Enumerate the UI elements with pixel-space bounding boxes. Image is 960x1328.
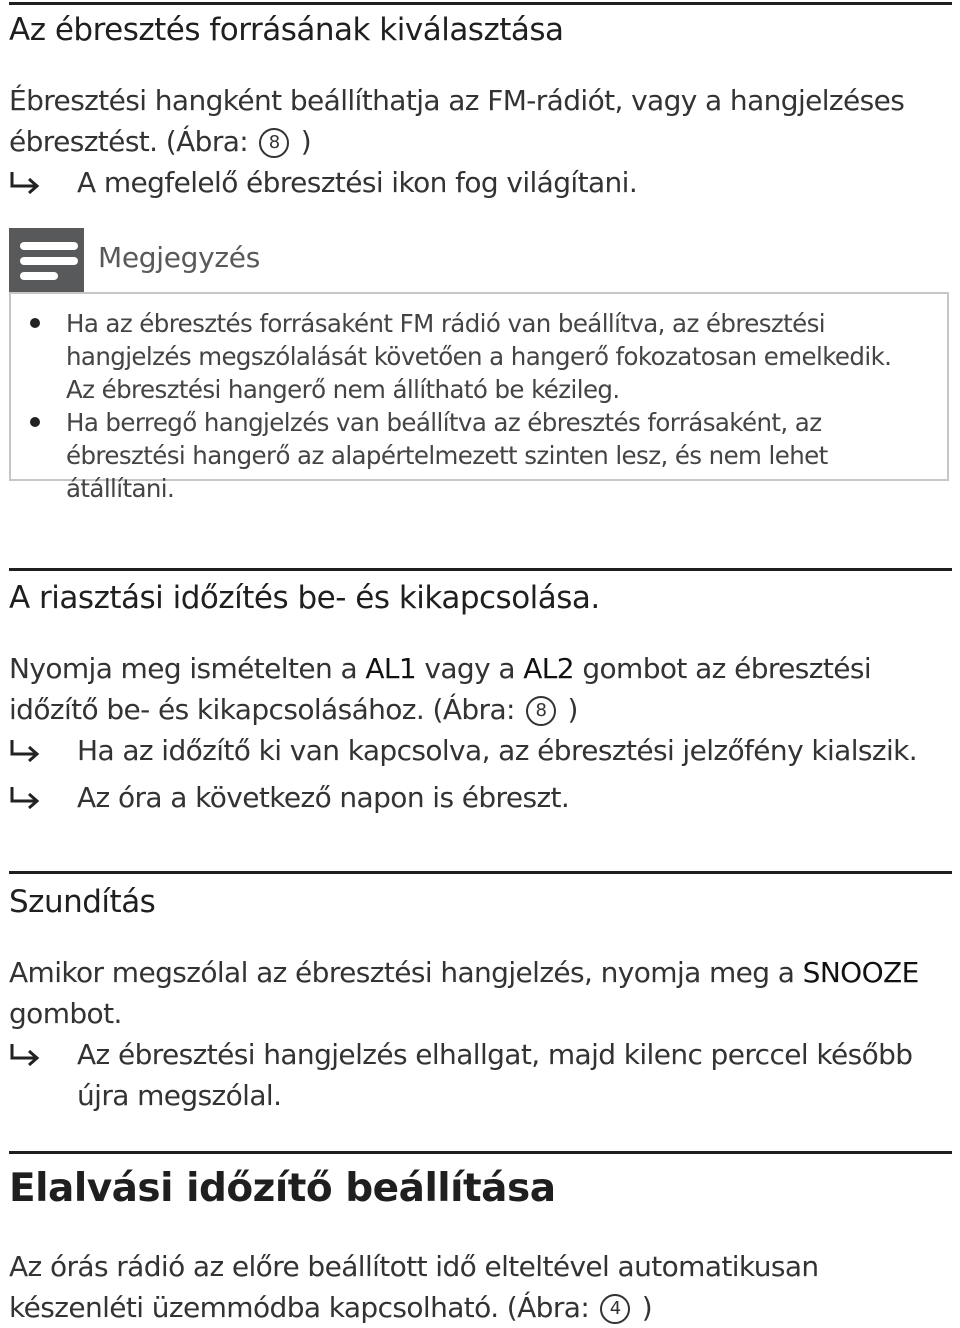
paragraph-sleep-timer: Az órás rádió az előre beállított idő elteltével automatikusan készenléti üzemmódba kapcsolható. (Ábra: 4 ) [9, 1250, 819, 1324]
key-al1: AL1 [365, 652, 417, 685]
note-item: Ha az ébresztés forrásaként FM rádió van beállítva, az ébresztési hangjelzés megszólalását követően a hangerő fokozatosan emelkedik. Az ébresztési hangerő nem állítható be kézileg. [66, 309, 892, 404]
result-arrow-icon [9, 162, 43, 203]
result-line: Az óra a következő napon is ébreszt. [9, 777, 949, 818]
key-snooze: SNOOZE [802, 956, 919, 989]
result-arrow-icon [9, 1034, 43, 1075]
note-icon [9, 228, 84, 293]
figure-ref: 8 [259, 128, 289, 158]
section-rule [9, 568, 952, 571]
result-line: A megfelelő ébresztési ikon fog világítani. [9, 162, 949, 203]
paragraph-snooze: Amikor megszólal az ébresztési hangjelzés, nyomja meg a SNOOZE gombot. [9, 956, 919, 1030]
key-al2: AL2 [523, 652, 575, 685]
heading-snooze: Szundítás [9, 884, 156, 920]
section-rule [9, 871, 952, 874]
heading-wake-source: Az ébresztés forrásának kiválasztása [9, 12, 564, 48]
result-line: Ha az időzítő ki van kapcsolva, az ébresztési jelzőfény kialszik. [9, 730, 949, 771]
section-rule [9, 2, 952, 5]
bullet-icon [30, 417, 40, 427]
section-rule [9, 1151, 952, 1154]
bullet-icon [30, 318, 40, 328]
heading-sleep-timer: Elalvási időzítő beállítása [9, 1166, 556, 1211]
result-arrow-icon [9, 730, 43, 771]
result-arrow-icon [9, 777, 43, 818]
result-line: Az ébresztési hangjelzés elhallgat, majd kilenc perccel később újra megszólal. [9, 1034, 949, 1116]
heading-alarm-toggle: A riasztási időzítés be- és kikapcsolása. [9, 580, 600, 616]
figure-ref: 4 [600, 1294, 630, 1324]
paragraph-wake-source: Ébresztési hangként beállíthatja az FM-rádiót, vagy a hangjelzéses ébresztést. (Ábra: 8 ) [9, 84, 905, 158]
note-title: Megjegyzés [98, 241, 261, 274]
figure-ref: 8 [526, 696, 556, 726]
paragraph-alarm-toggle: Nyomja meg ismételten a AL1 vagy a AL2 gombot az ébresztési időzítő be- és kikapcsolásához. (Ábra: 8 ) [9, 652, 872, 726]
note-item: Ha berregő hangjelzés van beállítva az ébresztés forrásaként, az ébresztési hangerő az alapértelmezett szinten lesz, és nem lehet átállítani. [66, 408, 828, 503]
